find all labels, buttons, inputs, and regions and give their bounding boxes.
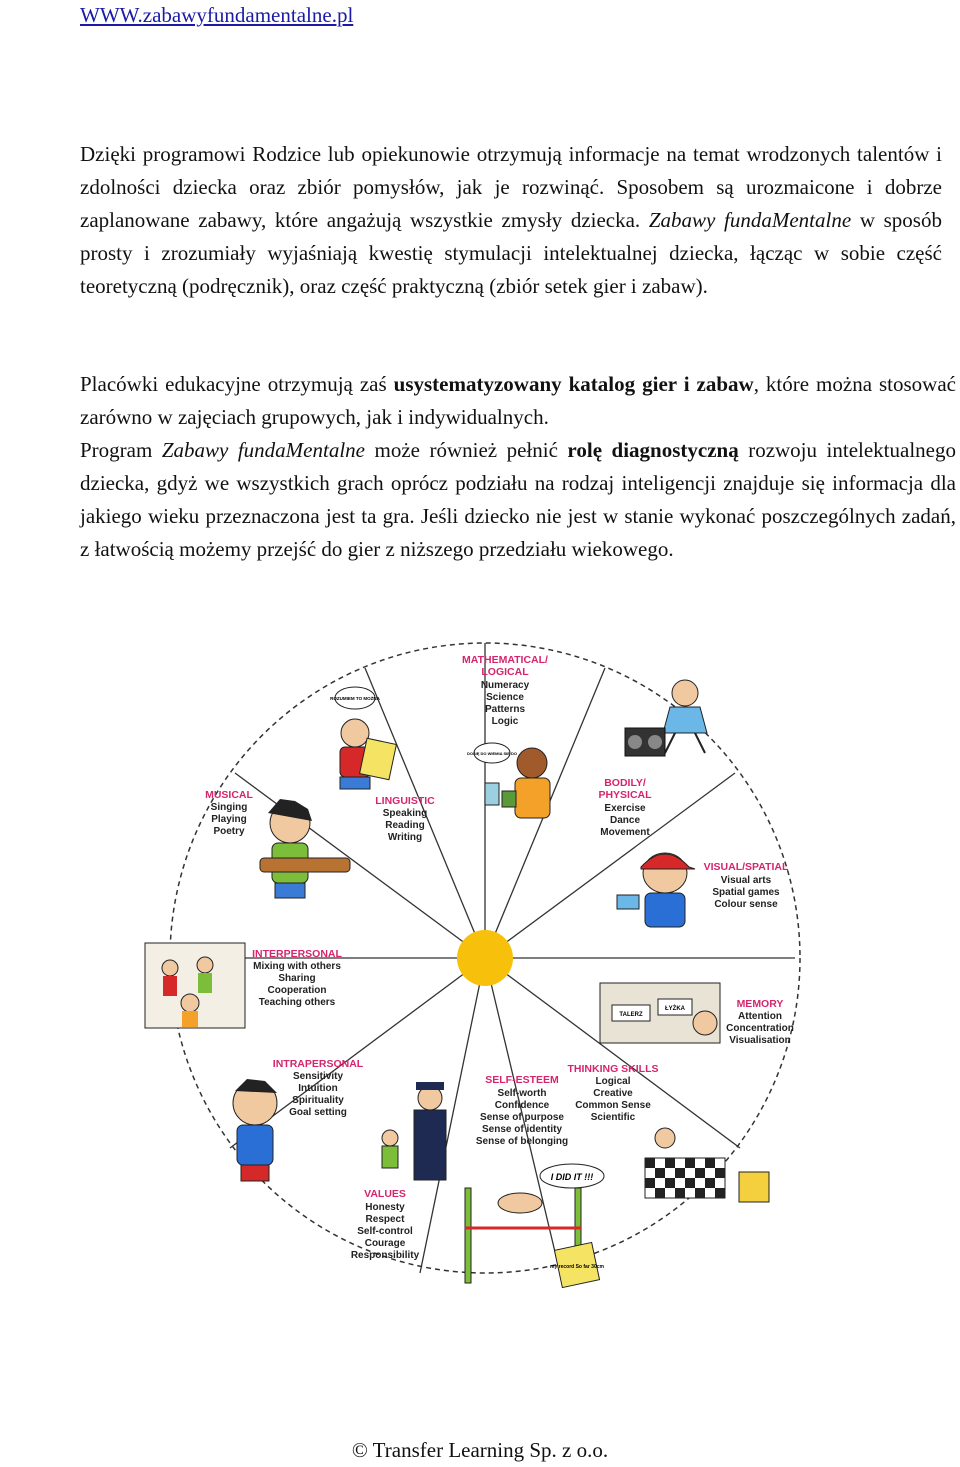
label-memory xyxy=(726,998,794,1046)
svg-text:Speaking: Speaking xyxy=(382,808,428,819)
svg-text:LINGUISTIC: LINGUISTIC xyxy=(375,795,435,807)
svg-text:Sense of purpose: Sense of purpose xyxy=(480,1112,564,1123)
cards-memory-figure xyxy=(600,983,720,1043)
svg-text:Respect: Respect xyxy=(365,1214,405,1225)
bubble-count-text: DOSIĘ DO WIEMIA SIĘ DO xyxy=(466,751,518,756)
svg-text:Movement: Movement xyxy=(600,827,650,838)
svg-text:VISUAL/SPATIAL: VISUAL/SPATIAL xyxy=(703,861,789,873)
svg-text:Writing: Writing xyxy=(387,832,423,843)
paragraph-parents: Dzięki programowi Rodzice lub opiekunowie otrzymują informacje na temat wrodzonych talentów i zdolności dziecka oraz zbiór pomysłów, jak je rozwinąć. Sposobem są urozmaicone i dobrze zaplanowane zabawy, które angażują wszystkie zmysły dziecka. Zabawy fundaMentalne w sposób prosty i zrozumiały wyjaśniają kwestię stymulacji intelektualnej dziecka, łącząc w sobie część teoretyczną (podręcznik), oraz część praktyczną (zbiór setek gier i zabaw). xyxy=(80,142,942,298)
svg-text:Poetry: Poetry xyxy=(213,826,245,837)
svg-text:Scientific: Scientific xyxy=(590,1112,636,1123)
svg-text:Sense of identity: Sense of identity xyxy=(481,1124,563,1135)
svg-text:Dance: Dance xyxy=(609,815,641,826)
svg-text:Intuition: Intuition xyxy=(298,1083,338,1094)
svg-text:Playing: Playing xyxy=(211,814,247,825)
svg-text:MATHEMATICAL/: MATHEMATICAL/ xyxy=(462,654,548,666)
children-group-figure xyxy=(145,943,245,1028)
bubble-mind-text: ROZUMIEM TO MOŻNA xyxy=(330,696,380,701)
policeman-child-figure xyxy=(382,1082,446,1180)
svg-text:INTRAPERSONAL: INTRAPERSONAL xyxy=(272,1058,364,1070)
svg-text:PHYSICAL: PHYSICAL xyxy=(598,789,652,801)
svg-text:Mixing with others: Mixing with others xyxy=(253,961,341,972)
svg-text:Spatial games: Spatial games xyxy=(712,887,780,898)
svg-text:Patterns: Patterns xyxy=(484,704,526,715)
svg-text:MEMORY: MEMORY xyxy=(736,998,784,1010)
boy-blue-hat-figure xyxy=(233,1079,277,1181)
label-musical xyxy=(205,789,253,837)
record-text: my record So far 30cm xyxy=(550,1264,604,1270)
label-mathematical xyxy=(462,654,548,727)
label-self-esteem xyxy=(476,1074,568,1147)
svg-text:Courage: Courage xyxy=(364,1238,406,1249)
svg-text:Attention: Attention xyxy=(738,1011,782,1022)
svg-text:Responsibility: Responsibility xyxy=(350,1250,420,1261)
svg-text:Cooperation: Cooperation xyxy=(267,985,327,996)
svg-text:Common Sense: Common Sense xyxy=(575,1100,651,1111)
svg-text:Exercise: Exercise xyxy=(604,803,646,814)
svg-text:Self-control: Self-control xyxy=(357,1226,413,1237)
wheel-hub xyxy=(457,930,513,986)
svg-text:Logical: Logical xyxy=(595,1076,631,1087)
svg-text:Numeracy: Numeracy xyxy=(480,680,530,691)
website-link[interactable]: WWW.zabawyfundamentalne.pl xyxy=(80,3,354,27)
svg-text:Singing: Singing xyxy=(210,802,248,813)
dancing-girl-figure xyxy=(663,680,707,753)
label-visual xyxy=(704,861,789,910)
intelligence-wheel xyxy=(120,628,840,1318)
label-intrapersonal xyxy=(273,1058,364,1118)
label-interpersonal xyxy=(252,948,342,1008)
label-bodily xyxy=(598,777,652,838)
svg-text:SELF-ESTEEM: SELF-ESTEEM xyxy=(485,1074,559,1086)
paragraph-institutions: Placówki edukacyjne otrzymują zaś usystematyzowany katalog gier i zabaw, które można stosować zarówno w zajęciach grupowych, jak i indywidualnych. xyxy=(80,372,956,429)
label-thinking xyxy=(568,1063,659,1123)
card2-text: ŁYŻKA xyxy=(665,1006,685,1012)
svg-text:Teaching others: Teaching others xyxy=(258,997,336,1008)
svg-text:Spirituality: Spirituality xyxy=(292,1095,344,1106)
svg-text:Sense of belonging: Sense of belonging xyxy=(475,1136,569,1147)
svg-text:VALUES: VALUES xyxy=(364,1188,406,1200)
svg-text:INTERPERSONAL: INTERPERSONAL xyxy=(252,948,342,960)
label-values xyxy=(351,1188,420,1261)
svg-text:Self-worth: Self-worth xyxy=(497,1088,547,1099)
did-it-text: I DID IT !!! xyxy=(550,1172,594,1182)
svg-text:Sharing: Sharing xyxy=(278,973,316,984)
svg-text:THINKING SKILLS: THINKING SKILLS xyxy=(567,1063,659,1075)
svg-text:Confidence: Confidence xyxy=(494,1100,550,1111)
svg-text:Goal setting: Goal setting xyxy=(289,1107,347,1118)
svg-text:LOGICAL: LOGICAL xyxy=(481,666,529,678)
footer-copyright: © Transfer Learning Sp. z o.o. xyxy=(351,1438,609,1462)
card1-text: TALERZ xyxy=(619,1012,643,1018)
boy-red-cap-figure xyxy=(617,853,695,927)
svg-text:Concentration: Concentration xyxy=(726,1023,794,1034)
svg-text:Visualisation: Visualisation xyxy=(729,1035,791,1046)
svg-text:Honesty: Honesty xyxy=(365,1202,405,1213)
svg-text:Sensitivity: Sensitivity xyxy=(292,1071,344,1082)
svg-text:Visual arts: Visual arts xyxy=(720,875,772,886)
label-linguistic xyxy=(375,795,435,843)
svg-text:Colour sense: Colour sense xyxy=(714,899,778,910)
svg-text:Reading: Reading xyxy=(385,820,425,831)
svg-text:Logic: Logic xyxy=(491,716,519,727)
paragraph-diagnostic: Program Zabawy fundaMentalne może również pełnić rolę diagnostyczną rozwoju intelektualnego dziecka, gdyż we wszystkich grach oprócz podziału na rodzaj inteligencji znajduje się informacja dla jakiego wieku przeznaczona jest ta gra. Jeśli dziecko nie jest w stanie wykonać poszczególnych zadań, z łatwością możemy przejść do gier z niższego przedziału wiekowego. xyxy=(80,438,956,561)
svg-text:BODILY/: BODILY/ xyxy=(604,777,646,789)
child-reading-figure xyxy=(340,719,396,789)
svg-text:MUSICAL: MUSICAL xyxy=(205,789,253,801)
svg-text:Science: Science xyxy=(486,692,524,703)
svg-text:Creative: Creative xyxy=(593,1088,633,1099)
chess-players-figure xyxy=(645,1128,769,1202)
